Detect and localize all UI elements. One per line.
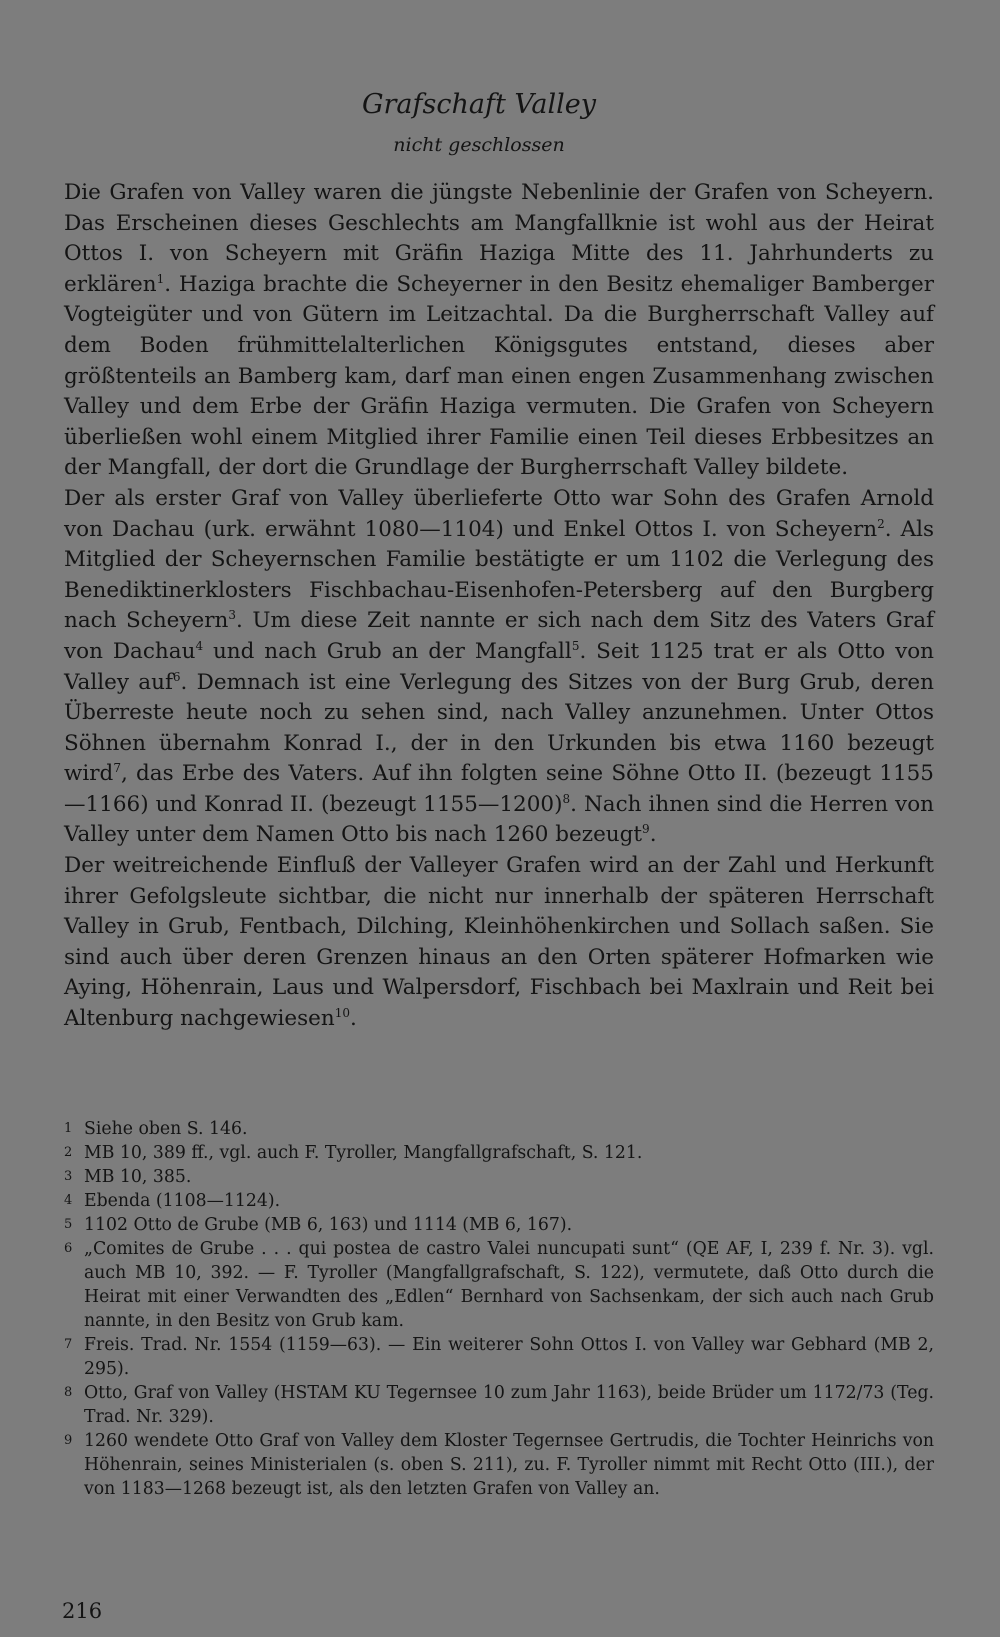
text-run: Der weitreichende Einfluß der Valleyer Grafen wird an der Zahl und Herkunft ihrer Gefolgsleute sichtbar, die nicht nur innerhalb der späteren Herrschaft Valley in Grub, Fentbach, Dilching, Kleinhöhenkirchen und Sollach saßen. Sie sind auch über deren Grenzen hinaus an den Orten späterer Hofmarken wie Aying, Höhenrain, Laus und Walpersdorf, Fischbach bei Maxlrain und Reit bei Altenburg nachgewiesen [64, 853, 934, 1032]
text-run: . [350, 1006, 357, 1032]
text-run: . Nach ihnen sind die Herren von Valley unter dem Namen Otto bis nach 1260 bezeugt [64, 791, 934, 848]
footnote-text: Ebenda (1108—1124). [84, 1191, 281, 1211]
footnote-text: MB 10, 389 ff., vgl. auch F. Tyroller, Mangfallgrafschaft, S. 121. [84, 1143, 643, 1163]
footnote-ref: 5 [571, 638, 580, 653]
text-run: Der als erster Graf von Valley überlieferte Otto war Sohn des Grafen Arnold von Dachau (urk. erwähnt 1080—1104) und Enkel Ottos I. von Scheyern [64, 485, 934, 542]
footnote-number: 4 [64, 1193, 73, 1208]
text-run: Die Grafen von Valley waren die jüngste Nebenlinie der Grafen von Scheyern. Das Erscheinen dieses Geschlechts am Mangfallknie ist wohl aus der Heirat Ottos I. von Scheyern mit Gräfin Haziga Mitte des 11. Jahrhunderts zu erklären [64, 180, 934, 297]
text-run: . [649, 822, 657, 848]
footnote-number: 5 [64, 1217, 73, 1232]
page-subtitle: nicht geschlossen [393, 134, 565, 156]
footnote-3 [64, 1165, 934, 1189]
footnote-ref: 7 [113, 761, 121, 776]
text-run: . Seit 1125 trat er als Otto von Valley auf [64, 638, 935, 695]
footnote-ref: 10 [334, 1006, 351, 1021]
footnote-ref: 8 [562, 791, 571, 806]
footnote-number: 1 [64, 1121, 73, 1136]
text-run: . Als Mitglied der Scheyernschen Familie bestätigte er um 1102 die Verlegung des Benediktinerklosters Fischbachau-Eisenhofen-Petersberg auf den Burgberg nach Scheyern [64, 516, 935, 634]
footnote-number: 3 [64, 1169, 73, 1184]
footnote-text: 1260 wendete Otto Graf von Valley dem Kloster Tegernsee Gertrudis, die Tochter Heinrichs von Höhenrain, seines Ministerialen (s. oben S. 211), zu. F. Tyroller nimmt mit Recht Otto (III.), der von 1183—1268 bezeugt ist, als den letzten Grafen von Valley an. [84, 1431, 934, 1499]
footnote-ref: 4 [195, 638, 204, 653]
footnote-ref: 6 [172, 669, 181, 684]
footnote-8 [64, 1381, 934, 1429]
footnote-2 [64, 1141, 934, 1165]
footnote-5 [64, 1213, 934, 1237]
page-number: 216 [62, 1599, 103, 1623]
footnote-text: „Comites de Grube . . . qui postea de castro Valei nuncupati sunt“ (QE AF, I, 239 f. Nr. 3). vgl. auch MB 10, 392. — F. Tyroller (Mangfallgrafschaft, S. 122), vermutete, daß Otto durch die Heirat mit einer Verwandten des „Edlen“ Bernhard von Sachsenkam, der sich auch nach Grub nannte, in den Besitz von Grub kam. [84, 1239, 934, 1331]
text-run: . Um diese Zeit nannte er sich nach dem Sitz des Vaters Graf von Dachau [64, 608, 934, 664]
footnotes [64, 1117, 934, 1501]
text-run: , das Erbe des Vaters. Auf ihn folgten seine Söhne Otto II. (bezeugt 1155—1166) und Konrad II. (bezeugt 1155—1200) [64, 761, 934, 817]
footnote-7 [64, 1333, 934, 1381]
footnote-6 [64, 1237, 934, 1333]
footnote-ref: 9 [642, 822, 650, 837]
footnote-text: 1102 Otto de Grube (MB 6, 163) und 1114 (MB 6, 167). [84, 1215, 573, 1235]
footnote-ref: 2 [877, 516, 885, 531]
footnote-ref: 1 [156, 271, 165, 286]
paragraph-2 [64, 484, 934, 851]
paragraph-3 [64, 851, 934, 1035]
text-run: . Demnach ist eine Verlegung des Sitzes von der Burg Grub, deren Überreste heute noch zu sehen sind, nach Valley anzunehmen. Unter Ottos Söhnen übernahm Konrad I., der in den Urkunden bis etwa 1160 bezeugt wird [64, 669, 934, 787]
footnote-text: Freis. Trad. Nr. 1554 (1159—63). — Ein weiterer Sohn Ottos I. von Valley war Gebhard (MB 2, 295). [84, 1335, 934, 1379]
footnote-9 [64, 1429, 934, 1501]
footnote-1 [64, 1117, 934, 1141]
footnote-number: 7 [64, 1337, 73, 1352]
text-run: und nach Grub an der Mangfall [203, 638, 572, 664]
footnote-number: 8 [64, 1385, 73, 1400]
footnote-text: MB 10, 385. [84, 1167, 192, 1187]
footnote-number: 9 [64, 1433, 73, 1448]
footnote-text: Otto, Graf von Valley (HSTAM KU Tegernsee 10 zum Jahr 1163), beide Brüder um 1172/73 (Teg. Trad. Nr. 329). [84, 1383, 934, 1427]
footnote-number: 2 [64, 1145, 73, 1160]
footnote-ref: 3 [228, 608, 237, 623]
footnote-text: Siehe oben S. 146. [84, 1119, 248, 1139]
text-run: . Haziga brachte die Scheyerner in den Besitz ehemaliger Bamberger Vogteigüter und von Gütern im Leitzachtal. Da die Burgherrschaft Valley auf dem Boden frühmittelalterlichen Königsgutes entstand, dieses aber größtenteils an Bamberg kam, darf man einen engen Zusammenhang zwischen Valley und dem Erbe der Gräfin Haziga vermuten. Die Grafen von Scheyern überließen wohl einem Mitglied ihrer Familie einen Teil dieses Erbbesitzes an der Mangfall, der dort die Grundlage der Burgherrschaft Valley bildete. [64, 271, 934, 481]
footnote-number: 6 [64, 1241, 73, 1256]
paragraph-1 [64, 178, 934, 484]
page-title: Grafschaft Valley [361, 89, 597, 120]
body-text [64, 178, 934, 1035]
footnote-4 [64, 1189, 934, 1213]
